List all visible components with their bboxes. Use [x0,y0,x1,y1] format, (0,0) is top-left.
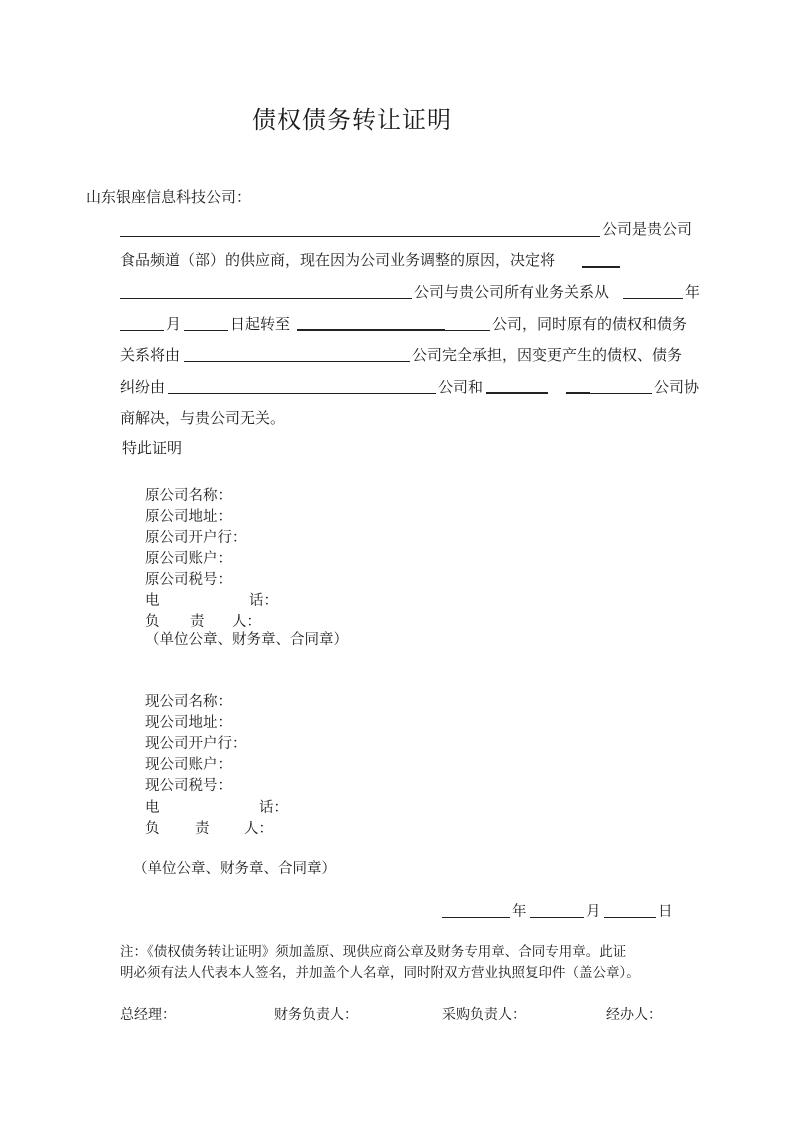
body-line-4-day: 日起转至 [230,315,291,333]
note-line-1: 注：《债权债务转让证明》须加盖原、现供应商公章及财务专用章、合同专用章。此证 [120,944,627,960]
blank-new-company-bold [297,329,445,331]
signature-general-manager: 总经理： [120,1007,176,1023]
date-year-label: 年 [512,904,527,920]
original-phone-label-b: 话： [249,593,278,609]
blank-undertaking-company [184,361,410,362]
original-resp-label-c: 人： [232,614,261,630]
certify-text: 特此证明 [122,439,183,457]
original-company-name: 原公司名称： [145,488,232,504]
blank-dispute-company-2c [590,393,652,394]
date-day-label: 日 [658,904,673,920]
blank-dispute-company-2a [486,392,548,394]
original-phone-label-a: 电 [145,593,160,609]
original-company-bank: 原公司开户行： [145,530,247,546]
current-company-account: 现公司账户： [145,757,232,773]
blank-dispute-company-1 [168,393,436,394]
current-company-address: 现公司地址： [145,715,232,731]
blank-new-company [445,330,490,331]
blank-day [184,330,228,331]
signature-finance: 财务负责人： [274,1007,358,1023]
blank-year [623,298,683,299]
recipient-line: 山东银座信息科技公司： [86,188,252,206]
current-resp-label-a: 负 [145,821,160,837]
body-line-5-end: 公司完全承担，因变更产生的债权、债务 [412,346,683,364]
original-resp-label-b: 责 [190,614,205,630]
current-company-tax: 现公司税号： [145,778,232,794]
current-company-bank: 现公司开户行： [145,736,247,752]
original-company-address: 原公司地址： [145,509,232,525]
note-line-2: 明必须有法人代表本人签名，并加盖个人名章，同时附双方营业执照复印件（盖公章）。 [120,965,640,981]
blank-dispute-company-2b [566,392,590,394]
current-company-name: 现公司名称： [145,694,232,710]
body-line-7: 商解决，与贵公司无关。 [120,409,286,427]
body-line-3-mid: 公司与贵公司所有业务关系从 [414,283,610,301]
document-title: 债权债务转让证明 [252,106,452,134]
current-phone-label-a: 电 [145,800,160,816]
original-resp-label-a: 负 [145,614,160,630]
blank-company-name [120,298,412,299]
body-line-6-end: 公司协 [654,378,700,396]
blank-company-short [582,266,620,268]
body-line-4-end: 公司，同时原有的债权和债务 [492,315,688,333]
body-line-3-end: 年 [685,283,701,301]
body-line-2: 食品频道（部）的供应商，现在因为公司业务调整的原因，决定将 [120,251,556,269]
body-line-5-start: 关系将由 [120,346,181,364]
blank-date-year [442,917,510,918]
current-seal-note: （单位公章、财务章、合同章） [133,861,336,877]
original-company-account: 原公司账户： [145,551,232,567]
original-seal-note: （单位公章、财务章、合同章） [145,632,348,648]
signature-handler: 经办人： [606,1007,662,1023]
signature-purchase: 采购负责人： [442,1007,526,1023]
current-resp-label-b: 责 [195,821,210,837]
body-line-4-month: 月 [166,315,182,333]
current-phone-label-b: 话： [259,800,288,816]
blank-date-month [530,917,584,918]
blank-original-company [120,236,600,237]
body-line-6-mid: 公司和 [438,378,484,396]
date-month-label: 月 [586,904,601,920]
blank-month [120,330,164,331]
original-company-tax: 原公司税号： [145,572,232,588]
body-line-6-start: 纠纷由 [120,378,166,396]
body-line-1-end: 公司是贵公司 [602,220,693,238]
current-resp-label-c: 人： [244,821,273,837]
blank-date-day [604,917,656,918]
